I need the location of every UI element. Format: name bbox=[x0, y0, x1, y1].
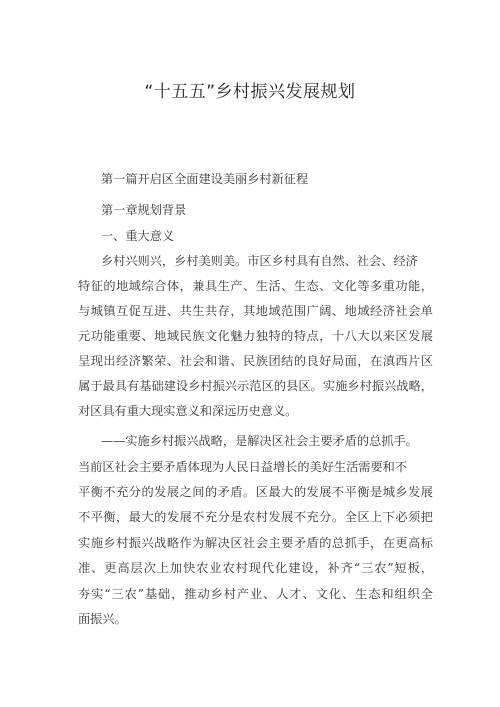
paragraph-line: 与城镇互促互进、共生共存，其地域范围广阔、地域经济社会单 bbox=[78, 304, 433, 318]
paragraph-line: 对区具有重大现实意义和深远历史意义。 bbox=[78, 404, 298, 418]
paragraph-line: 夯实“三农”基础，推动乡村产业、人才、文化、生态和组织全 bbox=[78, 587, 433, 601]
section-heading: 一、重大意义 bbox=[101, 229, 175, 243]
part-heading: 第一篇开启区全面建设美丽乡村新征程 bbox=[101, 172, 309, 186]
paragraph-line: 实施乡村振兴战略作为解决区社会主要矛盾的总抓手，在更高标 bbox=[78, 536, 433, 550]
paragraph-line: 面振兴。 bbox=[78, 612, 127, 626]
paragraph-line: ——实施乡村振兴战略，是解决区社会主要矛盾的总抓手。 bbox=[101, 434, 418, 448]
paragraph-line: 属于最具有基础建设乡村振兴示范区的县区。实施乡村振兴战略， bbox=[78, 379, 433, 393]
paragraph-line: 特征的地域综合体，兼具生产、生活、生态、文化等多重功能， bbox=[78, 279, 433, 293]
paragraph-line: 乡村兴则兴，乡村美则美。市区乡村具有自然、社会、经济 bbox=[101, 254, 418, 268]
paragraph-line: 当前区社会主要矛盾体现为人民日益增长的美好生活需要和不 bbox=[78, 460, 408, 474]
paragraph-line: 不平衡，最大的发展不充分是农村发展不充分。全区上下必须把 bbox=[78, 510, 433, 524]
paragraph-line: 元功能重要、地域民族文化魅力独特的特点，十八大以来区发展 bbox=[78, 329, 433, 343]
chapter-heading: 第一章规划背景 bbox=[101, 203, 187, 217]
paragraph-line: 准、更高层次上加快农业农村现代化建设，补齐“三农”短板， bbox=[78, 561, 433, 575]
paragraph-line: 呈现出经济繁荣、社会和谐、民族团结的良好局面，在滇西片区 bbox=[78, 354, 433, 368]
document-title: “十五五”乡村振兴发展规划 bbox=[144, 82, 356, 102]
paragraph-line: 平衡不充分的发展之间的矛盾。区最大的发展不平衡是城乡发展 bbox=[78, 485, 433, 499]
